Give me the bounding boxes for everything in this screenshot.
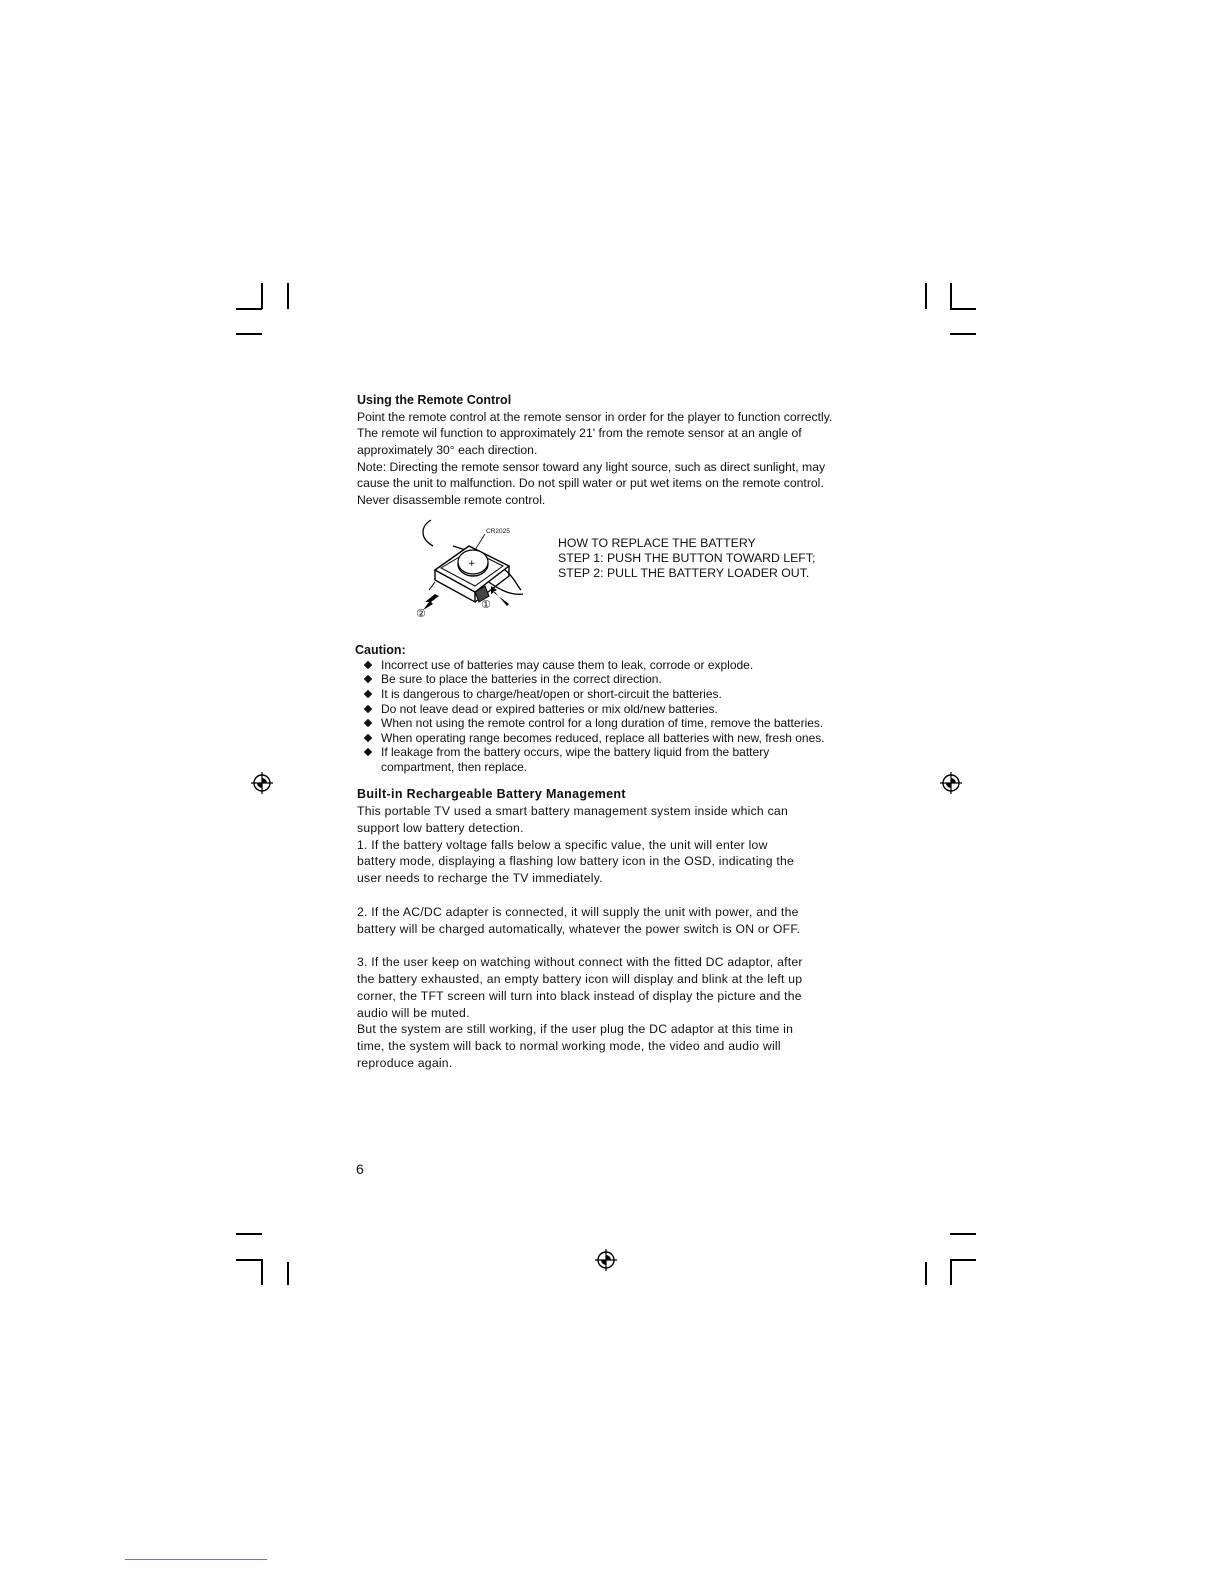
bullet-diamond-icon — [364, 675, 372, 683]
paragraph-line: reproduce again. — [357, 1055, 453, 1070]
paragraph-line: Point the remote control at the remote sensor in order for the player to function correctly. — [357, 409, 833, 424]
paragraph-line: battery mode, displaying a flashing low battery icon in the OSD, indicating the — [357, 854, 795, 869]
manual-page-content — [357, 392, 869, 1072]
crop-mark — [287, 1262, 289, 1285]
registration-mark-icon — [939, 771, 963, 795]
crop-mark — [950, 1259, 952, 1285]
crop-mark — [236, 1259, 262, 1261]
list-item: Do not leave dead or expired batteries or mix old/new batteries. — [357, 702, 869, 717]
paragraph-line: Never disassemble remote control. — [357, 493, 546, 508]
crop-mark — [261, 283, 263, 309]
section-title: Built-in Rechargeable Battery Management — [357, 787, 626, 802]
paragraph-line: user needs to recharge the TV immediately. — [357, 871, 603, 886]
battery-steps — [558, 536, 815, 582]
caution-section — [357, 643, 869, 775]
paragraph-line: approximately 30° each direction. — [357, 442, 538, 457]
paragraph-line: battery will be charged automatically, whatever the power switch is ON or OFF. — [357, 921, 801, 936]
crop-mark — [950, 1233, 976, 1235]
page-number: 6 — [356, 1161, 364, 1177]
paragraph-line: Note: Directing the remote sensor toward any light source, such as direct sunlight, may — [357, 459, 826, 474]
crop-mark — [261, 1259, 263, 1285]
paragraph-line: 3. If the user keep on watching without connect with the fitted DC adaptor, after — [357, 955, 803, 970]
step-1: STEP 1: PUSH THE BUTTON TOWARD LEFT; — [558, 551, 816, 566]
section-title: Using the Remote Control — [357, 393, 512, 407]
battery-model-label: CR2025 — [486, 527, 510, 535]
remote-section — [357, 392, 869, 509]
crop-mark — [950, 283, 952, 309]
crop-mark — [236, 308, 262, 310]
paragraph-line: time, the system will back to normal working mode, the video and audio will — [357, 1039, 781, 1054]
paragraph-line: the battery exhausted, an empty battery icon will display and blink at the left up — [357, 971, 803, 986]
step-1-marker: ① — [481, 598, 491, 611]
bullet-diamond-icon — [364, 748, 372, 756]
battery-replacement-figure — [357, 516, 869, 638]
list-item: If leakage from the battery occurs, wipe the battery liquid from the battery compartment, then replace. — [357, 745, 869, 774]
step-2-marker: ② — [416, 607, 426, 620]
battery-management-section — [357, 786, 869, 1071]
crop-mark — [925, 283, 927, 309]
paragraph-line: But the system are still working, if the user plug the DC adaptor at this time in — [357, 1022, 794, 1037]
crop-mark — [236, 1233, 262, 1235]
remote-battery-illustration — [413, 516, 533, 636]
paragraph-line: corner, the TFT screen will turn into black instead of display the picture and the — [357, 988, 802, 1003]
list-item: Incorrect use of batteries may cause them to leak, corrode or explode. — [357, 658, 869, 673]
crop-mark — [236, 333, 262, 335]
paragraph-line: The remote wil function to approximately 21' from the remote sensor at an angle of — [357, 426, 802, 441]
bullet-diamond-icon — [364, 704, 372, 712]
crop-mark — [287, 283, 289, 309]
crop-mark — [950, 308, 976, 310]
footer-rule — [125, 1559, 267, 1560]
paragraph-line: cause the unit to malfunction. Do not spill water or put wet items on the remote control. — [357, 476, 824, 491]
crop-mark — [950, 1259, 976, 1261]
step-2: STEP 2: PULL THE BATTERY LOADER OUT. — [558, 566, 810, 581]
crop-mark — [925, 1262, 927, 1285]
registration-mark-icon — [250, 771, 274, 795]
list-item: It is dangerous to charge/heat/open or short-circuit the batteries. — [357, 687, 869, 702]
caution-title: Caution: — [355, 642, 406, 657]
bullet-diamond-icon — [364, 690, 372, 698]
list-item: When not using the remote control for a long duration of time, remove the batteries. — [357, 716, 869, 731]
bullet-diamond-icon — [364, 660, 372, 668]
registration-mark-icon — [594, 1248, 618, 1272]
paragraph-line: 1. If the battery voltage falls below a specific value, the unit will enter low — [357, 837, 768, 852]
paragraph-line: This portable TV used a smart battery management system inside which can — [357, 803, 788, 818]
list-item: Be sure to place the batteries in the correct direction. — [357, 672, 869, 687]
svg-text:+: + — [468, 558, 476, 569]
crop-mark — [950, 333, 976, 335]
paragraph-line: audio will be muted. — [357, 1005, 470, 1020]
bullet-diamond-icon — [364, 733, 372, 741]
steps-heading: HOW TO REPLACE THE BATTERY — [558, 535, 756, 550]
caution-list — [357, 658, 869, 775]
list-item: When operating range becomes reduced, replace all batteries with new, fresh ones. — [357, 731, 869, 746]
paragraph-line: 2. If the AC/DC adapter is connected, it will supply the unit with power, and the — [357, 904, 799, 919]
paragraph-line: support low battery detection. — [357, 820, 524, 835]
bullet-diamond-icon — [364, 719, 372, 727]
